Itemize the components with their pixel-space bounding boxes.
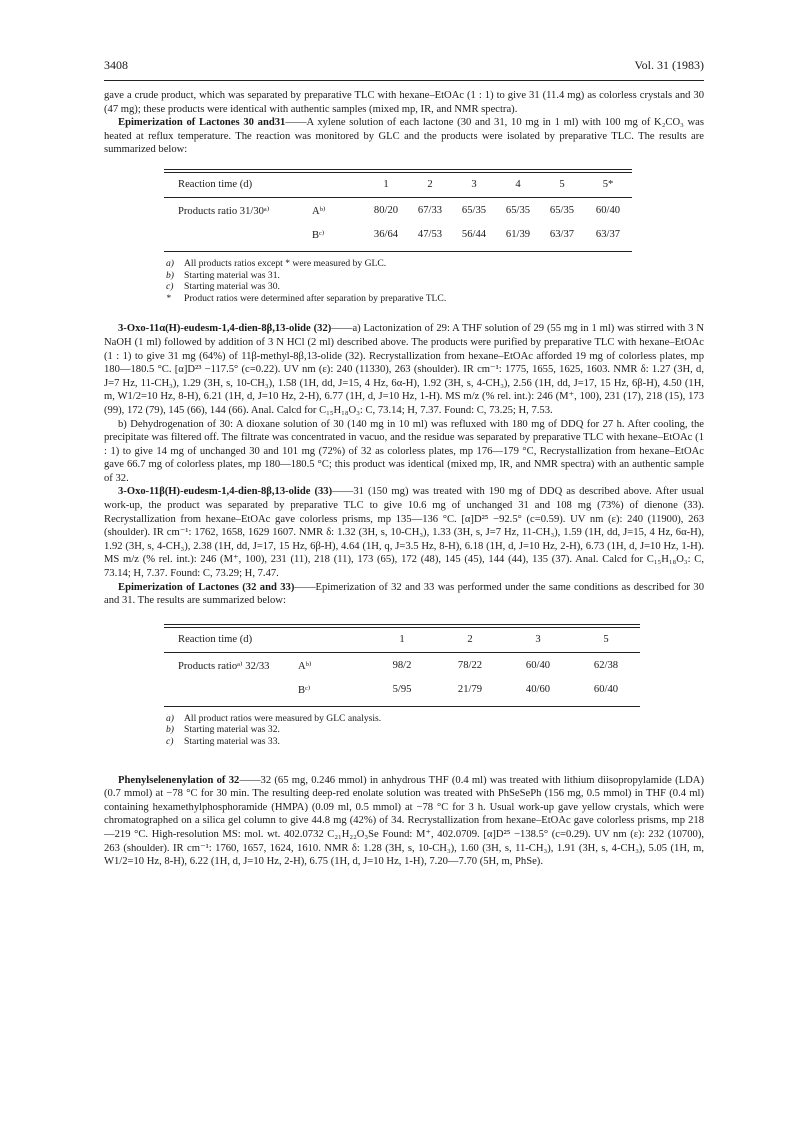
section-body: ——A xylene solution of each lactone (30 and 31, 10 mg in 1 ml) with 100 mg of K₂CO₃ was heated at reflux temperature. The reaction was monitored by GLC and the products were isolated by preparative TLC. The results are summarized below: — [104, 117, 705, 156]
compound-32-paragraph — [104, 322, 704, 417]
table-header-cell: 1 — [383, 179, 389, 191]
table-header-label: Reaction time (d) — [178, 179, 253, 191]
table-cell: 62/38 — [593, 660, 619, 672]
table-header-cell: 5* — [602, 179, 614, 191]
table-cell: 36/64 — [373, 229, 399, 241]
section-body: ——Epimerization of 32 and 33 was performed under the same conditions as described for 30 and 31. The results are summarized below: — [104, 581, 704, 607]
footnote: c) Starting material was 30. — [166, 281, 280, 293]
epimerization-30-31-paragraph — [104, 116, 704, 157]
section-title: Epimerization of Lactones (32 and 33) — [118, 581, 295, 593]
table-cell: 80/20 — [373, 205, 399, 217]
table-header-row — [164, 628, 640, 653]
section-body: ——32 (65 mg, 0.246 mmol) in anhydrous THF (0.4 ml) was treated with lithium diisopropylamide (LDA) (0.7 mmol) at −78 °C for 30 min. The resulting deep-red enolate solution was treated with PhSeSePh (156 mg, 0.5 mmol) in THF (0.4 ml) containing hexamethylphosphoramide (HMPA) (0.09 ml, 0.5 mmol) at −78 °C for 3 h. Usual work-up gave yellow crystals, which were chromatographed on a silica gel column to give 44.8 mg (42%) of 34. Recrystallization from hexane–EtOAc gave colorless prisms, mp 218—219 °C. High-resolution MS: mol. wt. 402.0732 C₂₁H₂₂O₃Se Found: M⁺, 402.0709. [α]D²⁵ −138.5° (c=0.29). UV nm (ε): 232 (10700), 263 (shoulder). IR cm⁻¹: 1760, 1657, 1624, 1610. NMR δ: 1.28 (3H, s, 10-CH₃), 1.60 (3H, s, 11-CH₃), 1.91 (3H, s, 4-CH₃), 5.05 (1H, m, W1/2=10 Hz, 8-H), 6.22 (1H, d, J=10 Hz, 2-H), 6.75 (1H, d, J=10 Hz, 1-H), 7.20—7.70 (5H, m, PhSe). — [104, 774, 704, 868]
table-header-cell: 2 — [467, 634, 473, 646]
section-title: 3-Oxo-11β(H)-eudesm-1,4-dien-8β,13-olide (33) — [118, 486, 333, 498]
footnote: * Product ratios were determined after separation by preparative TLC. — [166, 292, 447, 304]
table-row-label: Products ratioᵃ⁾ 32/33 — [178, 660, 270, 672]
table-2-footnotes — [166, 713, 704, 748]
footnote: b) Starting material was 31. — [166, 269, 280, 281]
intro-paragraph: gave a crude product, which was separated by preparative TLC with hexane–EtOAc (1 : 1) to give 31 (11.4 mg) as colorless crystals and 30 (47 mg); these products were identical with authentic samples (mixed mp, IR, and NMR spectra). — [104, 90, 704, 115]
table-cell: 63/37 — [549, 229, 575, 241]
table-cell: 78/22 — [457, 660, 483, 672]
table-header-cell: 3 — [535, 634, 541, 646]
table-row-tag: Bᶜ⁾ — [312, 229, 325, 241]
table-header-cell: 2 — [427, 179, 433, 191]
table-header-cell: 5 — [559, 179, 565, 191]
table-cell: 61/39 — [505, 229, 531, 241]
section-body: ——31 (150 mg) was treated with 190 mg of DDQ as described above. After usual work-up, the product was separated by preparative TLC to give 10.6 mg of unchanged 31 and 108 mg (73%) of dienone (33). Recrystallization from hexane–EtOAc gave colorless prisms, mp 135—136 °C. [α]D²⁵ −92.5° (c=0.59). UV nm (ε): 240 (11900), 263 (shoulder). IR cm⁻¹: 1762, 1658, 1629 1607. NMR δ: 1.32 (3H, s, 10-CH₃), 1.33 (3H, s, J=7 Hz, 11-CH₃), 1.59 (1H, dd, J=15, 4 Hz, 6α-H), 1.92 (3H, s, 4-CH₃), 2.38 (1H, dd, J=17, 15 Hz, 6β-H), 4.64 (1H, q, J=3.5 Hz, 8-H), 6.18 (1H, d, J=10 Hz, 2-H), 6.73 (1H, d, J=10 Hz, 1-H). MS m/z (% rel. int.): 246 (M⁺, 100), 231 (11), 218 (11), 173 (65), 172 (48), 145 (45), 144 (44), 135 (37). Anal. Calcd for C₁₅H₁₈O₃: C, 73.14; H, 7.37. Found: C, 73.29; H, 7.47. — [104, 486, 704, 580]
footnote: c) Starting material was 33. — [166, 736, 280, 747]
table-1 — [164, 169, 632, 252]
table-cell: 65/35 — [549, 205, 575, 217]
table-header-label: Reaction time (d) — [178, 634, 253, 646]
epimerization-32-33-paragraph — [104, 581, 704, 608]
table-cell: 63/37 — [595, 229, 621, 241]
table-row — [164, 678, 640, 702]
table-cell: 21/79 — [457, 684, 483, 696]
section-title: Phenylselenenylation of 32 — [118, 774, 240, 786]
compound-33-paragraph — [104, 485, 704, 580]
table-header-cell: 4 — [515, 179, 521, 191]
table-header-cell: 3 — [471, 179, 477, 191]
page-number: 3408 — [104, 58, 128, 72]
footnote: b) Starting material was 32. — [166, 724, 280, 736]
table-cell: 40/60 — [525, 684, 551, 696]
footnote: a) All product ratios were measured by GLC analysis. — [166, 712, 382, 724]
table-row-tag: Aᵇ⁾ — [298, 660, 312, 672]
table-cell: 5/95 — [392, 684, 412, 696]
header-rule — [104, 80, 704, 81]
section-title: 3-Oxo-11α(H)-eudesm-1,4-dien-8β,13-olide (32) — [118, 323, 332, 335]
section-body: ——a) Lactonization of 29: A THF solution of 29 (55 mg in 1 ml) was stirred with 3 N NaOH (1 ml) followed by addition of 3 N HCl (2 ml) described above. The products were purified by preparative TLC with hexane–EtOAc (1 : 1) to give 31 mg (64%) of 11β-methyl-8β,13-olide (32). Recrystallization from hexane–EtOAc afforded 19 mg of colorless plates, mp 180—180.5 °C. [α]D²³ −117.5° (c=0.22). UV nm (ε): 240 (11330), 263 (shoulder). IR cm⁻¹: 1775, 1655, 1625, 1603. NMR δ: 1.27 (3H, d, J=7 Hz, 11-CH₃), 1.29 (3H, s, 10-CH₃), 1.58 (1H, dd, J=15, 4 Hz, 6α-H), 1.92 (3H, s, 4-CH₃), 2.56 (1H, dd, J=17, 15 Hz, 6β-H), 4.50 (1H, m, W1/2=10 Hz, 8-H), 6.21 (1H, d, J=10 Hz, 2-H), 6.77 (1H, d, J=10 Hz, 1-H). MS m/z (% rel. int.): 246 (M⁺, 100), 231 (17), 218 (15), 173 (99), 172 (79), 145 (66), 144 (66). Anal. Calcd for C₁₅H₁₈O₃: C, 73.14; H, 7.37. Found: C, 73.25; H, 7.53. — [104, 323, 704, 416]
table-cell: 56/44 — [461, 229, 487, 241]
running-header — [104, 58, 704, 72]
footnote: a) All products ratios except * were measured by GLC. — [166, 257, 387, 269]
table-row-tag: Aᵇ⁾ — [312, 205, 326, 217]
table-cell: 60/40 — [525, 660, 551, 672]
table-cell: 47/53 — [417, 229, 443, 241]
table-header-cell: 1 — [399, 634, 405, 646]
table-row — [164, 654, 640, 678]
table-header-cell: 5 — [603, 634, 609, 646]
table-cell: 60/40 — [595, 205, 621, 217]
section-title: Epimerization of Lactones 30 and31 — [118, 117, 286, 129]
dehydrogenation-paragraph: b) Dehydrogenation of 30: A dioxane solution of 30 (140 mg in 10 ml) was refluxed with 180 mg of DDQ for 27 h. After cooling, the precipitate was filtered off. The filtrate was concentrated in vacuo, and the residue was separated by preparative TLC with hexane–EtOAc (1 : 1) to give 14 mg of unchanged 30 and 101 mg (72%) of 32 as colorless plates, mp 176—179 °C, Recrystallization from hexane–EtOAc gave 66.7 mg of colorless plates, mp 180—180.5 °C; this product was identical (mixed mp, IR, and NMR spectra) with an authentic sample of 32. — [104, 418, 704, 484]
table-1-footnotes — [166, 258, 704, 304]
table-2 — [164, 624, 640, 707]
table-cell: 98/2 — [392, 660, 412, 672]
volume-label: Vol. 31 (1983) — [634, 58, 704, 72]
table-cell: 65/35 — [461, 205, 487, 217]
table-cell: 65/35 — [505, 205, 531, 217]
table-row — [164, 223, 632, 247]
journal-page — [104, 58, 704, 869]
table-cell: 67/33 — [417, 205, 443, 217]
phenylselenenylation-paragraph — [104, 774, 704, 869]
table-cell: 60/40 — [593, 684, 619, 696]
table-header-row — [164, 173, 632, 198]
table-row — [164, 199, 632, 223]
table-row-label: Products ratio 31/30ᵃ⁾ — [178, 205, 270, 217]
table-row-tag: Bᶜ⁾ — [298, 684, 311, 696]
